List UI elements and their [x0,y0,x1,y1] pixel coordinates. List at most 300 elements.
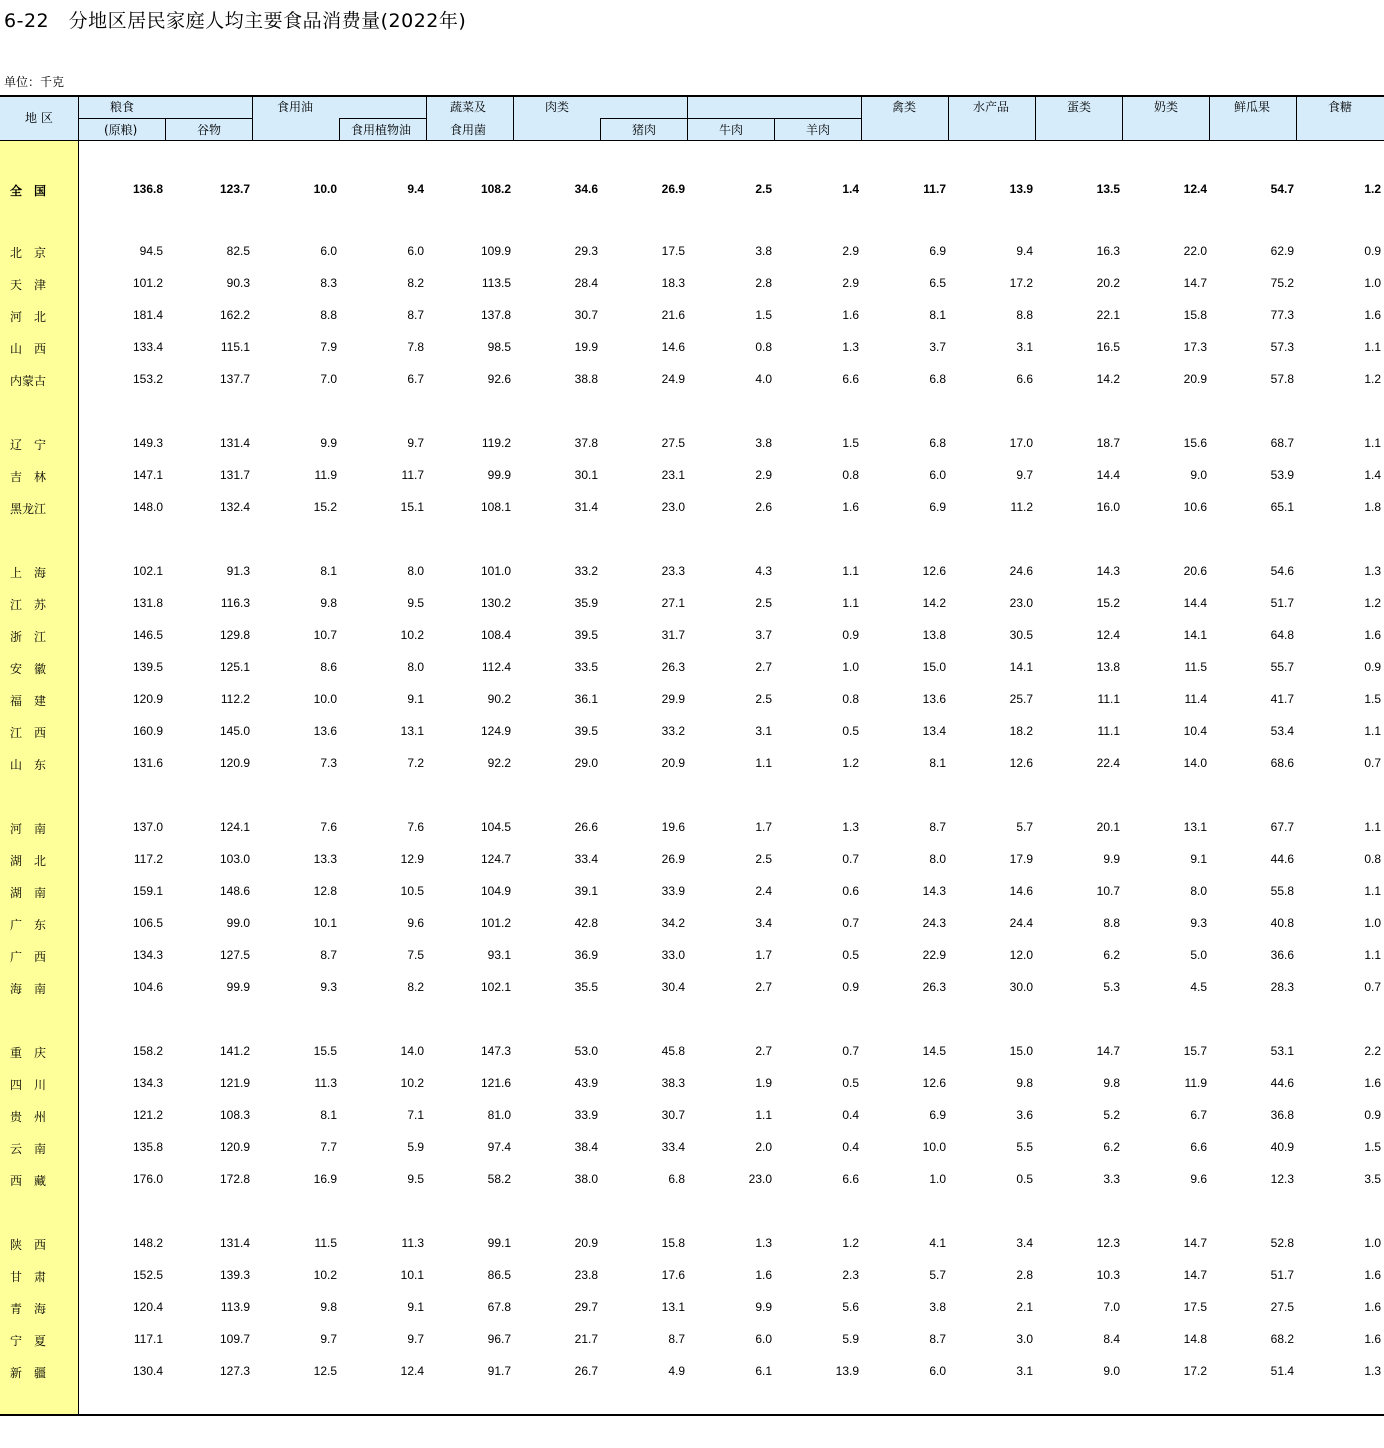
table-cell: 24.6 [1009,564,1033,578]
table-cell: 104.9 [480,884,511,898]
table-cell: 67.7 [1270,820,1294,834]
table-cell: 2.3 [842,1268,859,1282]
table-cell: 14.2 [1096,372,1120,386]
table-cell: 1.0 [1364,276,1381,290]
table-cell: 1.3 [755,1236,772,1250]
table-cell: 2.7 [755,660,772,674]
table-cell: 0.9 [842,628,859,642]
table-cell: 131.7 [219,468,250,482]
table-cell: 6.2 [1103,1140,1120,1154]
table-cell: 10.7 [1096,884,1120,898]
table-cell: 3.4 [755,916,772,930]
table-cell: 67.8 [487,1300,511,1314]
table-cell: 120.9 [219,1140,250,1154]
table-cell: 10.0 [313,692,337,706]
table-cell: 10.2 [400,628,424,642]
table-cell: 18.3 [661,276,685,290]
region-name: 山 东 [10,758,47,772]
region-name: 安 徽 [10,662,47,676]
table-cell: 14.1 [1009,660,1033,674]
header-vegetable-2: 食用菌 [450,123,487,137]
table-cell: 8.7 [320,948,337,962]
table-cell: 33.4 [661,1140,685,1154]
table-cell: 44.6 [1270,852,1294,866]
table-cell: 13.5 [1096,182,1120,196]
table-cell: 11.4 [1184,692,1207,706]
table-cell: 33.2 [574,564,598,578]
table-cell: 15.8 [1183,308,1207,322]
table-cell: 6.1 [755,1364,772,1378]
table-cell: 12.4 [1096,628,1120,642]
table-cell: 17.3 [1183,340,1207,354]
table-cell: 176.0 [132,1172,163,1186]
header-divider [774,118,775,141]
header-divider [513,95,514,141]
region-name: 吉 林 [10,470,47,484]
table-cell: 15.0 [1009,1044,1033,1058]
table-cell: 6.9 [929,1108,946,1122]
table-row [0,465,1384,485]
region-name: 江 西 [10,726,47,740]
region-name: 天 津 [10,278,47,292]
table-cell: 19.6 [661,820,685,834]
table-cell: 12.0 [1009,948,1033,962]
table-cell: 14.4 [1096,468,1120,482]
table-cell: 5.2 [1103,1108,1120,1122]
table-cell: 3.1 [1016,1364,1033,1378]
table-bottom-border [0,1414,1384,1416]
table-cell: 54.7 [1270,182,1294,196]
table-cell: 82.5 [226,244,250,258]
table-cell: 14.0 [1183,756,1207,770]
table-cell: 8.8 [1016,308,1033,322]
table-cell: 15.7 [1183,1044,1207,1058]
table-cell: 30.0 [1009,980,1033,994]
table-cell: 12.3 [1270,1172,1294,1186]
table-cell: 7.8 [407,340,424,354]
table-cell: 1.4 [842,182,859,196]
table-cell: 8.1 [320,564,337,578]
table-cell: 29.3 [574,244,598,258]
table-cell: 10.7 [313,628,337,642]
table-cell: 20.6 [1183,564,1207,578]
table-cell: 17.9 [1009,852,1033,866]
table-cell: 139.3 [219,1268,250,1282]
table-cell: 16.5 [1096,340,1120,354]
region-name: 福 建 [10,694,47,708]
table-cell: 30.7 [661,1108,685,1122]
header-divider [600,118,861,119]
table-cell: 1.1 [755,1108,772,1122]
table-cell: 104.6 [132,980,163,994]
header-mutton: 羊肉 [806,123,831,137]
header-oil: 食用油 [277,100,314,114]
table-cell: 0.4 [842,1108,859,1122]
table-cell: 130.4 [132,1364,163,1378]
table-cell: 135.8 [132,1140,163,1154]
table-cell: 9.1 [407,692,424,706]
table-cell: 1.1 [1364,884,1381,898]
table-cell: 6.8 [668,1172,685,1186]
table-cell: 8.7 [929,1332,946,1346]
table-cell: 9.9 [1103,852,1120,866]
header-veg-oil: 食用植物油 [351,123,412,137]
table-cell: 36.6 [1270,948,1294,962]
table-cell: 1.1 [1364,340,1381,354]
table-cell: 16.9 [313,1172,337,1186]
table-cell: 134.3 [132,948,163,962]
table-cell: 1.2 [842,1236,859,1250]
table-cell: 15.2 [1096,596,1120,610]
table-cell: 53.1 [1270,1044,1294,1058]
table-cell: 149.3 [132,436,163,450]
table-cell: 65.1 [1270,500,1294,514]
region-name: 西 藏 [10,1174,47,1188]
table-cell: 33.5 [574,660,598,674]
table-cell: 26.6 [574,820,598,834]
table-cell: 2.5 [755,692,772,706]
table-cell: 134.3 [132,1076,163,1090]
table-cell: 20.9 [661,756,685,770]
region-name: 河 北 [10,310,47,324]
region-name: 云 南 [10,1142,47,1156]
table-cell: 14.4 [1183,596,1207,610]
table-cell: 7.7 [320,1140,337,1154]
table-cell: 12.6 [1009,756,1033,770]
table-cell: 104.5 [480,820,511,834]
table-cell: 22.4 [1096,756,1120,770]
table-cell: 10.3 [1096,1268,1120,1282]
table-cell: 1.5 [755,308,772,322]
table-cell: 2.0 [755,1140,772,1154]
table-cell: 99.9 [487,468,511,482]
table-cell: 0.9 [842,980,859,994]
table-row [0,1233,1384,1253]
table-row [0,593,1384,613]
table-cell: 38.3 [661,1076,685,1090]
table-cell: 92.2 [487,756,511,770]
table-cell: 0.7 [1364,756,1381,770]
table-cell: 2.8 [1016,1268,1033,1282]
table-cell: 106.5 [132,916,163,930]
table-cell: 26.3 [661,660,685,674]
table-cell: 91.7 [487,1364,511,1378]
table-cell: 1.2 [1364,182,1381,196]
table-cell: 55.7 [1270,660,1294,674]
table-cell: 77.3 [1270,308,1294,322]
table-cell: 109.7 [219,1332,250,1346]
table-cell: 131.8 [132,596,163,610]
header-divider [252,95,253,141]
table-cell: 23.0 [661,500,685,514]
table-cell: 99.9 [226,980,250,994]
table-cell: 160.9 [132,724,163,738]
table-cell: 1.1 [842,564,859,578]
table-cell: 27.5 [1270,1300,1294,1314]
table-cell: 24.3 [922,916,946,930]
table-cell: 51.4 [1270,1364,1294,1378]
table-cell: 0.6 [842,884,859,898]
table-cell: 90.3 [226,276,250,290]
table-cell: 8.8 [320,308,337,322]
table-cell: 2.9 [842,244,859,258]
region-name: 山 西 [10,342,47,356]
table-row [0,241,1384,261]
table-cell: 112.4 [481,660,511,674]
table-cell: 52.8 [1270,1236,1294,1250]
table-cell: 124.1 [219,820,250,834]
table-cell: 0.5 [1016,1172,1033,1186]
table-cell: 3.8 [929,1300,946,1314]
header-divider [339,118,426,119]
table-cell: 113.5 [481,276,511,290]
table-cell: 15.6 [1183,436,1207,450]
table-cell: 131.4 [219,1236,250,1250]
table-cell: 58.2 [487,1172,511,1186]
table-cell: 17.5 [661,244,685,258]
table-row [0,1329,1384,1349]
table-cell: 1.2 [1364,372,1381,386]
table-cell: 36.1 [574,692,598,706]
table-row [0,369,1384,389]
table-cell: 5.5 [1016,1140,1033,1154]
table-cell: 38.4 [574,1140,598,1154]
table-cell: 9.1 [407,1300,424,1314]
table-cell: 2.6 [755,500,772,514]
table-cell: 1.1 [842,596,859,610]
table-cell: 14.7 [1183,276,1207,290]
table-cell: 121.6 [480,1076,511,1090]
table-cell: 8.6 [320,660,337,674]
region-name: 重 庆 [10,1046,47,1060]
table-cell: 108.2 [480,182,511,196]
table-cell: 7.0 [1103,1300,1120,1314]
table-cell: 9.9 [320,436,337,450]
table-cell: 6.2 [1103,948,1120,962]
header-eggs: 蛋类 [1067,100,1092,114]
table-cell: 8.7 [929,820,946,834]
table-cell: 0.8 [755,340,772,354]
table-cell: 11.3 [314,1076,337,1090]
table-cell: 1.1 [755,756,772,770]
table-cell: 8.3 [320,276,337,290]
header-divider [165,118,166,141]
table-row [0,913,1384,933]
header-meat: 肉类 [545,100,570,114]
table-cell: 5.0 [1190,948,1207,962]
table-cell: 68.2 [1270,1332,1294,1346]
table-cell: 137.7 [219,372,250,386]
table-cell: 51.7 [1270,1268,1294,1282]
table-cell: 10.6 [1183,500,1207,514]
table-cell: 7.1 [407,1108,424,1122]
table-cell: 141.2 [219,1044,250,1058]
table-cell: 133.4 [132,340,163,354]
table-cell: 103.0 [219,852,250,866]
table-cell: 7.2 [407,756,424,770]
table-cell: 6.6 [1190,1140,1207,1154]
table-cell: 25.7 [1009,692,1033,706]
table-cell: 0.4 [842,1140,859,1154]
table-cell: 14.7 [1183,1268,1207,1282]
table-row [0,817,1384,837]
table-cell: 19.9 [574,340,598,354]
table-cell: 131.6 [132,756,163,770]
table-cell: 14.6 [1009,884,1033,898]
table-cell: 21.6 [661,308,685,322]
table-cell: 81.0 [487,1108,511,1122]
table-cell: 0.7 [842,1044,859,1058]
table-cell: 53.4 [1270,724,1294,738]
table-cell: 9.6 [1190,1172,1207,1186]
region-name: 黑龙江 [10,502,47,516]
header-divider [687,95,688,141]
table-cell: 27.1 [661,596,685,610]
table-cell: 26.9 [661,852,685,866]
table-cell: 130.2 [480,596,511,610]
table-cell: 12.8 [313,884,337,898]
table-cell: 3.1 [1016,340,1033,354]
table-cell: 0.8 [842,692,859,706]
table-cell: 1.6 [1364,628,1381,642]
table-cell: 15.0 [922,660,946,674]
table-cell: 33.9 [661,884,685,898]
table-cell: 181.4 [132,308,163,322]
table-cell: 10.1 [313,916,337,930]
table-cell: 7.3 [320,756,337,770]
table-cell: 7.6 [407,820,424,834]
table-cell: 152.5 [132,1268,163,1282]
table-cell: 39.5 [574,724,598,738]
table-cell: 132.4 [219,500,250,514]
table-cell: 8.0 [929,852,946,866]
table-cell: 93.1 [487,948,511,962]
table-cell: 6.7 [407,372,424,386]
header-divider [1296,95,1297,141]
table-cell: 4.5 [1190,980,1207,994]
region-name: 贵 州 [10,1110,47,1124]
table-cell: 23.1 [661,468,685,482]
table-cell: 14.7 [1183,1236,1207,1250]
table-cell: 11.7 [401,468,424,482]
data-table [0,95,1384,1416]
table-cell: 139.5 [132,660,163,674]
table-row [0,561,1384,581]
table-cell: 29.0 [574,756,598,770]
table-cell: 9.7 [320,1332,337,1346]
table-cell: 28.4 [574,276,598,290]
table-cell: 124.7 [480,852,511,866]
table-cell: 57.3 [1270,340,1294,354]
header-aquatic: 水产品 [973,100,1010,114]
table-cell: 127.5 [219,948,250,962]
table-row [0,1297,1384,1317]
table-cell: 13.9 [1009,182,1033,196]
table-cell: 8.0 [407,660,424,674]
table-cell: 3.3 [1103,1172,1120,1186]
table-cell: 112.2 [220,692,250,706]
table-cell: 9.0 [1190,468,1207,482]
table-cell: 17.6 [661,1268,685,1282]
table-cell: 13.6 [313,724,337,738]
table-cell: 15.8 [661,1236,685,1250]
table-cell: 11.7 [923,182,946,196]
table-cell: 2.1 [1016,1300,1033,1314]
table-cell: 15.2 [313,500,337,514]
table-cell: 8.1 [929,308,946,322]
table-cell: 121.9 [219,1076,250,1090]
table-cell: 12.6 [922,1076,946,1090]
table-cell: 123.7 [219,182,250,196]
table-cell: 10.2 [400,1076,424,1090]
table-cell: 1.1 [1364,948,1381,962]
table-cell: 20.1 [1096,820,1120,834]
table-cell: 33.2 [661,724,685,738]
table-cell: 26.9 [661,182,685,196]
table-cell: 31.4 [574,500,598,514]
table-cell: 11.2 [1010,500,1033,514]
table-cell: 1.7 [755,820,772,834]
table-cell: 1.3 [842,340,859,354]
table-cell: 1.6 [842,500,859,514]
table-cell: 1.1 [1364,820,1381,834]
region-name: 上 海 [10,566,47,580]
table-cell: 158.2 [132,1044,163,1058]
table-cell: 39.1 [574,884,598,898]
table-cell: 136.8 [132,182,163,196]
region-name: 湖 南 [10,886,47,900]
table-cell: 0.8 [1364,852,1381,866]
table-cell: 6.0 [929,1364,946,1378]
table-cell: 2.8 [755,276,772,290]
table-cell: 11.9 [1184,1076,1207,1090]
header-divider [426,95,427,141]
table-cell: 98.5 [487,340,511,354]
table-cell: 0.9 [1364,1108,1381,1122]
table-cell: 148.0 [132,500,163,514]
header-dairy: 奶类 [1154,100,1179,114]
table-cell: 10.5 [400,884,424,898]
table-cell: 9.5 [407,596,424,610]
table-cell: 11.1 [1097,724,1120,738]
table-cell: 125.1 [219,660,250,674]
table-cell: 127.3 [219,1364,250,1378]
table-row [0,721,1384,741]
region-name: 广 东 [10,918,47,932]
table-cell: 26.3 [922,980,946,994]
table-cell: 5.9 [842,1332,859,1346]
table-cell: 13.4 [922,724,946,738]
table-cell: 2.9 [842,276,859,290]
table-cell: 29.9 [661,692,685,706]
table-cell: 2.7 [755,980,772,994]
table-cell: 102.1 [132,564,163,578]
table-cell: 1.1 [1364,724,1381,738]
table-cell: 109.9 [480,244,511,258]
table-cell: 102.1 [480,980,511,994]
table-cell: 9.7 [407,1332,424,1346]
table-cell: 26.7 [574,1364,598,1378]
table-cell: 6.7 [1190,1108,1207,1122]
table-cell: 147.1 [132,468,163,482]
table-cell: 9.8 [1103,1076,1120,1090]
table-cell: 3.1 [755,724,772,738]
table-cell: 159.1 [132,884,163,898]
table-cell: 33.4 [574,852,598,866]
table-cell: 1.9 [755,1076,772,1090]
table-cell: 5.3 [1103,980,1120,994]
header-poultry: 禽类 [892,100,917,114]
